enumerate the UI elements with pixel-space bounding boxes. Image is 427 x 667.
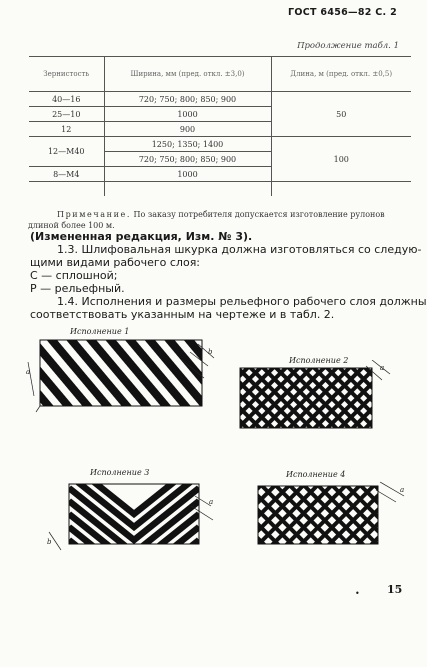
cell-width: 1000 <box>104 107 271 122</box>
cell-grit: 8—М4 <box>29 167 104 182</box>
cell-grit: 12—М40 <box>29 137 104 167</box>
table-continuation-label: Продолжение табл. 1 <box>297 41 399 51</box>
cell-grit: 40—16 <box>29 92 104 107</box>
diamond-mesh-rectangle <box>240 368 372 428</box>
note-text-1: По заказу потребителя допускается изготовление рулонов <box>133 210 385 219</box>
para-1-3-line-2: щими видами рабочего слоя: <box>30 256 201 269</box>
caption-variant-4: Исполнение 4 <box>286 470 346 479</box>
para-1-3-line-1: 1.3. Шлифовальная шкурка должна изготовляться со следую- <box>57 243 422 256</box>
cell-width: 1000 <box>104 167 271 182</box>
caption-variant-1: Исполнение 1 <box>70 327 130 336</box>
figure-variant-3 <box>45 476 220 556</box>
striped-rectangle <box>40 340 202 406</box>
dim-label-b: b <box>208 348 213 356</box>
header-grit: Зернистость <box>29 57 104 92</box>
page-header: ГОСТ 6456—82 С. 2 <box>288 7 397 18</box>
dim-label-a: a <box>209 498 214 506</box>
header-width: Ширина, мм (пред. откл. ±3,0) <box>104 57 271 92</box>
figure-variant-1 <box>22 334 217 414</box>
cell-width: 900 <box>104 122 271 137</box>
note-label: Примечание. <box>57 210 131 219</box>
cell-length: 100 <box>271 137 411 182</box>
page-number: 15 <box>387 583 403 596</box>
dim-label-a: a <box>26 368 31 376</box>
note-text-2: длиной более 100 м. <box>28 221 115 230</box>
item-solid: С — сплошной; <box>30 269 118 282</box>
para-1-4-line-1: 1.4. Исполнения и размеры рельефного рабочего слоя должны <box>57 295 427 308</box>
crosshatch-rectangle <box>258 486 378 544</box>
cell-width: 720; 750; 800; 850; 900 <box>104 92 271 107</box>
item-relief: Р — рельефный. <box>30 282 125 295</box>
footer-mark: • <box>355 589 360 598</box>
cell-length: 50 <box>271 92 411 137</box>
caption-variant-3: Исполнение 3 <box>90 468 150 477</box>
amended-edition: (Измененная редакция, Изм. № 3). <box>30 230 253 243</box>
dim-label-a: a <box>400 486 405 494</box>
dim-label-a: a <box>380 364 385 372</box>
cell-grit: 25—10 <box>29 107 104 122</box>
cell-width: 720; 750; 800; 850; 900 <box>104 152 271 167</box>
spec-table <box>29 56 411 196</box>
para-1-4-line-2: соответствовать указанным на чертеже и в табл. 2. <box>30 308 335 321</box>
dim-label-b: b <box>47 538 52 546</box>
caption-variant-2: Исполнение 2 <box>289 356 349 365</box>
header-length: Длина, м (пред. откл. ±0,5) <box>271 57 411 92</box>
note-line-1 <box>57 210 385 219</box>
figure-variant-4 <box>240 478 415 558</box>
cell-width: 1250; 1350; 1400 <box>104 137 271 152</box>
cell-grit: 12 <box>29 122 104 137</box>
figure-variant-2 <box>230 360 395 432</box>
